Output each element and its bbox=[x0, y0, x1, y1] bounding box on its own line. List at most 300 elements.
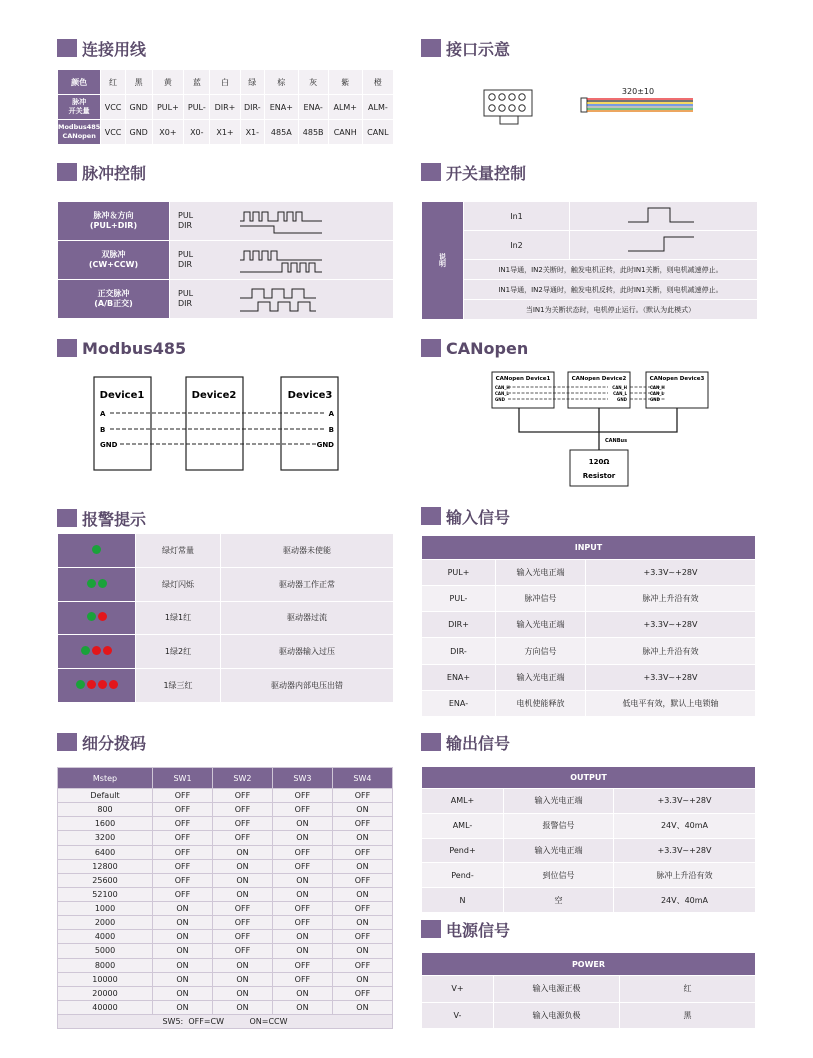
switch-note-row bbox=[422, 300, 758, 320]
subdiv-row bbox=[58, 958, 393, 972]
subdiv-switch-cell: ON bbox=[153, 972, 213, 986]
output-row bbox=[422, 838, 756, 863]
power-pin: V- bbox=[422, 1002, 494, 1029]
subdiv-switch-cell: OFF bbox=[153, 887, 213, 901]
input-header: INPUT bbox=[422, 536, 756, 560]
subdiv-mstep-cell: 800 bbox=[58, 803, 153, 817]
section-title-text: CANopen bbox=[446, 338, 529, 358]
power-table bbox=[421, 952, 756, 1029]
wiring-cell: X0+ bbox=[152, 120, 184, 145]
resistor-value: 120Ω bbox=[588, 458, 610, 466]
wiring-color-cell: 蓝 bbox=[184, 70, 210, 95]
output-function: 到位信号 bbox=[504, 863, 614, 888]
wiring-cell: DIR+ bbox=[210, 95, 240, 120]
wiring-row-modbus bbox=[58, 120, 394, 145]
switch-row-in1 bbox=[422, 202, 758, 231]
section-title-interface bbox=[421, 37, 510, 59]
section-title-pulse bbox=[57, 161, 146, 183]
modbus-signal-label: B bbox=[100, 426, 106, 434]
title-marker-icon bbox=[57, 39, 77, 57]
wiring-color-cell: 绿 bbox=[240, 70, 264, 95]
subdiv-switch-cell: OFF bbox=[212, 916, 272, 930]
switch-side-label bbox=[422, 202, 464, 320]
in1-waveform bbox=[624, 204, 704, 226]
subdiv-switch-cell: OFF bbox=[332, 902, 392, 916]
alarm-led-cell bbox=[58, 601, 136, 635]
input-row bbox=[422, 664, 756, 690]
subdiv-switch-cell: ON bbox=[272, 873, 332, 887]
input-row bbox=[422, 690, 756, 716]
canbus-line bbox=[519, 408, 677, 432]
subdiv-switch-cell: OFF bbox=[272, 916, 332, 930]
connector-icon bbox=[484, 90, 532, 124]
canopen-signal-label: CAN_H bbox=[650, 385, 665, 390]
subdiv-switch-cell: ON bbox=[153, 944, 213, 958]
wiring-header-label: 颜色 bbox=[58, 70, 101, 95]
cw-ccw-waveform bbox=[238, 246, 328, 274]
subdiv-switch-cell: ON bbox=[272, 817, 332, 831]
power-pin: V+ bbox=[422, 976, 494, 1003]
output-row bbox=[422, 813, 756, 838]
subdiv-body bbox=[58, 789, 393, 1015]
subdiv-switch-cell: OFF bbox=[272, 902, 332, 916]
wiring-row-label-line1: Modbus485 bbox=[58, 123, 101, 131]
input-function: 输入光电正端 bbox=[496, 560, 586, 586]
output-spec: 脉冲上升沿有效 bbox=[614, 863, 756, 888]
pulse-signal-cell bbox=[170, 241, 394, 280]
subdiv-mstep-cell: 1600 bbox=[58, 817, 153, 831]
subdiv-mstep-cell: 52100 bbox=[58, 887, 153, 901]
power-row bbox=[422, 976, 756, 1003]
pulse-signal-name: PUL bbox=[178, 250, 194, 259]
canopen-signal-label: GND bbox=[495, 397, 505, 402]
subdiv-header-cell: SW3 bbox=[272, 768, 332, 789]
green-led-icon bbox=[87, 612, 96, 621]
resistor-label: Resistor bbox=[582, 472, 616, 480]
title-marker-icon bbox=[57, 163, 77, 181]
section-title-wiring bbox=[57, 37, 146, 59]
pulse-mode-label bbox=[58, 280, 170, 319]
subdiv-switch-cell: OFF bbox=[212, 789, 272, 803]
alarm-led-cell bbox=[58, 567, 136, 601]
subdiv-switch-cell: ON bbox=[153, 1000, 213, 1014]
pulse-signal-name: PUL bbox=[178, 289, 194, 298]
subdiv-switch-cell: ON bbox=[332, 972, 392, 986]
modbus-signal-label: B bbox=[328, 426, 334, 434]
switch-note: IN1导通，IN2关断时，触发电机正转，此时IN1关断，则电机减速停止。 bbox=[464, 260, 758, 280]
subdiv-switch-cell: OFF bbox=[272, 859, 332, 873]
input-spec: 低电平有效，默认上电锁轴 bbox=[586, 690, 756, 716]
subdiv-row bbox=[58, 817, 393, 831]
power-header: POWER bbox=[422, 953, 756, 976]
wiring-color-cell: 白 bbox=[210, 70, 240, 95]
subdiv-switch-cell: ON bbox=[212, 958, 272, 972]
subdiv-header-cell: SW1 bbox=[153, 768, 213, 789]
subdiv-switch-cell: OFF bbox=[153, 845, 213, 859]
input-spec: +3.3V~+28V bbox=[586, 612, 756, 638]
wiring-color-cell: 橙 bbox=[362, 70, 393, 95]
title-marker-icon bbox=[57, 339, 77, 357]
output-pin: AML+ bbox=[422, 789, 504, 814]
input-pin: PUL- bbox=[422, 586, 496, 612]
alarm-meaning: 驱动器输入过压 bbox=[221, 635, 394, 669]
subdiv-switch-cell: ON bbox=[332, 916, 392, 930]
subdiv-footer-row bbox=[58, 1015, 393, 1029]
subdiv-switch-cell: ON bbox=[272, 887, 332, 901]
subdiv-mstep-cell: 2000 bbox=[58, 916, 153, 930]
section-title-input bbox=[421, 505, 510, 527]
alarm-led-cell bbox=[58, 534, 136, 568]
subdiv-switch-cell: ON bbox=[153, 958, 213, 972]
section-title-text: 输出信号 bbox=[446, 733, 511, 753]
input-pin: ENA+ bbox=[422, 664, 496, 690]
alarm-led-desc: 1绿2红 bbox=[136, 635, 221, 669]
alarm-row bbox=[58, 669, 394, 703]
section-title-text: Modbus485 bbox=[82, 338, 187, 358]
canopen-signal-label: CAN_L bbox=[495, 391, 509, 396]
canopen-signal-label: CAN_L bbox=[650, 391, 664, 396]
subdiv-row bbox=[58, 873, 393, 887]
wiring-row-pulse bbox=[58, 95, 394, 120]
pulse-table bbox=[57, 201, 394, 319]
subdiv-mstep-cell: 8000 bbox=[58, 958, 153, 972]
alarm-row bbox=[58, 534, 394, 568]
title-marker-icon bbox=[421, 39, 441, 57]
wiring-cell: PUL+ bbox=[152, 95, 184, 120]
subdiv-row bbox=[58, 930, 393, 944]
wiring-cell: DIR- bbox=[240, 95, 264, 120]
cable-icon bbox=[581, 98, 693, 112]
title-marker-icon bbox=[57, 733, 77, 751]
subdiv-table bbox=[57, 767, 393, 1029]
pulse-mode-sub: (A/B正交) bbox=[94, 299, 133, 308]
subdiv-switch-cell: OFF bbox=[272, 845, 332, 859]
title-marker-icon bbox=[421, 507, 441, 525]
section-title-text: 脉冲控制 bbox=[82, 163, 147, 183]
red-led-icon bbox=[98, 612, 107, 621]
wiring-cell: X1+ bbox=[210, 120, 240, 145]
modbus-signal-label: A bbox=[100, 410, 106, 418]
input-spec: 脉冲上升沿有效 bbox=[586, 638, 756, 664]
subdiv-row bbox=[58, 887, 393, 901]
section-title-text: 细分拨码 bbox=[82, 733, 147, 753]
subdiv-switch-cell: ON bbox=[153, 916, 213, 930]
switch-in2-waveform-cell bbox=[570, 231, 758, 260]
subdiv-mstep-cell: 25600 bbox=[58, 873, 153, 887]
subdiv-switch-cell: ON bbox=[272, 944, 332, 958]
output-function: 输入光电正端 bbox=[504, 838, 614, 863]
subdiv-mstep-cell: 3200 bbox=[58, 831, 153, 845]
input-row bbox=[422, 560, 756, 586]
wiring-cell: X0- bbox=[184, 120, 210, 145]
title-marker-icon bbox=[421, 920, 441, 938]
input-pin: DIR- bbox=[422, 638, 496, 664]
subdiv-row bbox=[58, 803, 393, 817]
section-title-canopen bbox=[421, 337, 528, 359]
wiring-cell: 485B bbox=[298, 120, 328, 145]
subdiv-switch-cell: OFF bbox=[332, 986, 392, 1000]
subdiv-switch-cell: ON bbox=[272, 831, 332, 845]
modbus-device-label: Device3 bbox=[287, 390, 333, 401]
subdiv-switch-cell: OFF bbox=[272, 789, 332, 803]
subdiv-switch-cell: ON bbox=[153, 930, 213, 944]
canopen-signal-label: GND bbox=[650, 397, 660, 402]
section-title-switch bbox=[421, 161, 526, 183]
subdiv-switch-cell: OFF bbox=[332, 930, 392, 944]
subdiv-switch-cell: OFF bbox=[153, 817, 213, 831]
title-marker-icon bbox=[57, 509, 77, 527]
modbus-signal-label: A bbox=[328, 410, 334, 418]
section-title-subdiv bbox=[57, 731, 146, 753]
subdiv-switch-cell: OFF bbox=[212, 831, 272, 845]
subdiv-footer: SW5: OFF=CW ON=CCW bbox=[58, 1015, 393, 1029]
subdiv-switch-cell: ON bbox=[332, 859, 392, 873]
alarm-led-desc: 1绿三红 bbox=[136, 669, 221, 703]
subdiv-switch-cell: ON bbox=[272, 1000, 332, 1014]
canopen-signal-label: CAN_H bbox=[612, 385, 627, 390]
pulse-mode-label bbox=[58, 202, 170, 241]
subdiv-mstep-cell: 40000 bbox=[58, 1000, 153, 1014]
section-title-text: 输入信号 bbox=[446, 507, 511, 527]
subdiv-switch-cell: OFF bbox=[332, 873, 392, 887]
green-led-icon bbox=[92, 545, 101, 554]
output-spec: 24V、40mA bbox=[614, 813, 756, 838]
subdiv-mstep-cell: 20000 bbox=[58, 986, 153, 1000]
output-header-row bbox=[422, 767, 756, 789]
subdiv-switch-cell: ON bbox=[332, 887, 392, 901]
subdiv-switch-cell: ON bbox=[212, 873, 272, 887]
power-wire-color: 黑 bbox=[620, 1002, 756, 1029]
wiring-row-label bbox=[58, 120, 101, 145]
pulse-signal-name: DIR bbox=[178, 221, 193, 230]
canbus-label: CANBus bbox=[605, 438, 628, 444]
subdiv-switch-cell: OFF bbox=[153, 803, 213, 817]
section-title-text: 报警提示 bbox=[82, 509, 147, 529]
subdiv-row bbox=[58, 972, 393, 986]
in2-waveform bbox=[624, 233, 704, 255]
subdiv-switch-cell: OFF bbox=[332, 958, 392, 972]
pulse-row bbox=[58, 280, 394, 319]
section-title-power bbox=[421, 918, 510, 940]
pulse-signal-name: PUL bbox=[178, 211, 194, 220]
interface-diagram bbox=[478, 84, 698, 130]
switch-table bbox=[421, 201, 758, 320]
subdiv-header-cell: SW4 bbox=[332, 768, 392, 789]
modbus-signal-label: GND bbox=[100, 441, 118, 449]
output-function: 输入光电正端 bbox=[504, 789, 614, 814]
pulse-signal-name: DIR bbox=[178, 260, 193, 269]
output-spec: +3.3V~+28V bbox=[614, 789, 756, 814]
wiring-cell: 485A bbox=[265, 120, 299, 145]
subdiv-switch-cell: ON bbox=[212, 887, 272, 901]
modbus-diagram bbox=[90, 374, 346, 474]
wiring-cell: ALM+ bbox=[328, 95, 362, 120]
input-spec: 脉冲上升沿有效 bbox=[586, 586, 756, 612]
subdiv-switch-cell: ON bbox=[212, 986, 272, 1000]
section-title-text: 连接用线 bbox=[82, 39, 147, 59]
subdiv-mstep-cell: 12800 bbox=[58, 859, 153, 873]
wiring-cell: CANH bbox=[328, 120, 362, 145]
wiring-row-label bbox=[58, 95, 101, 120]
red-led-icon bbox=[92, 646, 101, 655]
red-led-icon bbox=[109, 680, 118, 689]
input-header-row bbox=[422, 536, 756, 560]
pulse-signal-cell bbox=[170, 202, 394, 241]
cable-length-label: 320±10 bbox=[621, 87, 655, 96]
switch-in1-label: In1 bbox=[464, 202, 570, 231]
subdiv-switch-cell: ON bbox=[332, 803, 392, 817]
switch-note-row bbox=[422, 260, 758, 280]
subdiv-switch-cell: OFF bbox=[212, 902, 272, 916]
alarm-led-cell bbox=[58, 669, 136, 703]
wiring-cell: PUL- bbox=[184, 95, 210, 120]
input-row bbox=[422, 586, 756, 612]
subdiv-switch-cell: OFF bbox=[272, 803, 332, 817]
subdiv-switch-cell: OFF bbox=[153, 859, 213, 873]
subdiv-switch-cell: ON bbox=[212, 972, 272, 986]
alarm-meaning: 驱动器工作正常 bbox=[221, 567, 394, 601]
subdiv-mstep-cell: 4000 bbox=[58, 930, 153, 944]
input-spec: +3.3V~+28V bbox=[586, 664, 756, 690]
canopen-signal-label: CAN_L bbox=[613, 391, 627, 396]
power-row bbox=[422, 1002, 756, 1029]
output-row bbox=[422, 789, 756, 814]
power-header-row bbox=[422, 953, 756, 976]
switch-note-row bbox=[422, 280, 758, 300]
wiring-table bbox=[57, 69, 394, 145]
switch-in2-label: In2 bbox=[464, 231, 570, 260]
subdiv-switch-cell: ON bbox=[272, 986, 332, 1000]
pulse-mode-name: 正交脉冲 bbox=[97, 289, 130, 298]
pulse-mode-sub: (CW+CCW) bbox=[88, 260, 139, 269]
wiring-cell: GND bbox=[125, 120, 152, 145]
modbus-device-label: Device1 bbox=[99, 390, 145, 401]
subdiv-row bbox=[58, 1000, 393, 1014]
subdiv-row bbox=[58, 916, 393, 930]
output-spec: 24V、40mA bbox=[614, 888, 756, 913]
wiring-color-cell: 棕 bbox=[265, 70, 299, 95]
canopen-signal-label: CAN_H bbox=[495, 385, 510, 390]
subdiv-header-row bbox=[58, 768, 393, 789]
subdiv-switch-cell: ON bbox=[212, 1000, 272, 1014]
subdiv-row bbox=[58, 845, 393, 859]
wiring-cell: ALM- bbox=[362, 95, 393, 120]
pulse-signal-cell bbox=[170, 280, 394, 319]
alarm-meaning: 驱动器内部电压出错 bbox=[221, 669, 394, 703]
subdiv-header-cell: SW2 bbox=[212, 768, 272, 789]
green-led-icon bbox=[81, 646, 90, 655]
red-led-icon bbox=[87, 680, 96, 689]
input-function: 脉冲信号 bbox=[496, 586, 586, 612]
wiring-cell: X1- bbox=[240, 120, 264, 145]
wiring-color-cell: 黄 bbox=[152, 70, 184, 95]
pulse-row bbox=[58, 241, 394, 280]
subdiv-switch-cell: OFF bbox=[332, 817, 392, 831]
canopen-signal-label: GND bbox=[617, 397, 627, 402]
subdiv-row bbox=[58, 789, 393, 803]
pulse-dir-waveform bbox=[238, 207, 328, 235]
switch-side-label-text: 说明 bbox=[438, 252, 447, 267]
section-title-text: 电源信号 bbox=[446, 920, 511, 940]
subdiv-row bbox=[58, 986, 393, 1000]
wiring-cell: VCC bbox=[101, 120, 125, 145]
subdiv-switch-cell: ON bbox=[212, 845, 272, 859]
output-function: 空 bbox=[504, 888, 614, 913]
section-title-text: 接口示意 bbox=[446, 39, 511, 59]
section-title-alarm bbox=[57, 507, 146, 529]
output-spec: +3.3V~+28V bbox=[614, 838, 756, 863]
subdiv-switch-cell: OFF bbox=[332, 789, 392, 803]
wiring-header-row bbox=[58, 70, 394, 95]
input-pin: PUL+ bbox=[422, 560, 496, 586]
green-led-icon bbox=[76, 680, 85, 689]
section-title-modbus bbox=[57, 337, 186, 359]
subdiv-switch-cell: OFF bbox=[272, 958, 332, 972]
output-pin: N bbox=[422, 888, 504, 913]
power-function: 输入电源负极 bbox=[494, 1002, 620, 1029]
output-table bbox=[421, 766, 756, 913]
wiring-cell: VCC bbox=[101, 95, 125, 120]
pulse-mode-label bbox=[58, 241, 170, 280]
wiring-cell: ENA+ bbox=[265, 95, 299, 120]
switch-row-in2 bbox=[422, 231, 758, 260]
subdiv-mstep-cell: 5000 bbox=[58, 944, 153, 958]
input-function: 电机使能释放 bbox=[496, 690, 586, 716]
input-function: 方向信号 bbox=[496, 638, 586, 664]
red-led-icon bbox=[98, 680, 107, 689]
subdiv-row bbox=[58, 831, 393, 845]
resistor-box bbox=[570, 450, 628, 486]
input-row bbox=[422, 612, 756, 638]
subdiv-switch-cell: ON bbox=[212, 859, 272, 873]
wiring-color-cell: 灰 bbox=[298, 70, 328, 95]
alarm-led-desc: 绿灯常量 bbox=[136, 534, 221, 568]
subdiv-switch-cell: ON bbox=[332, 944, 392, 958]
modbus-signal-label: GND bbox=[316, 441, 334, 449]
canopen-device-label: CANopen Device3 bbox=[649, 376, 705, 382]
pulse-mode-name: 双脉冲 bbox=[101, 250, 126, 259]
input-function: 输入光电正端 bbox=[496, 664, 586, 690]
subdiv-switch-cell: OFF bbox=[212, 803, 272, 817]
output-pin: AML- bbox=[422, 813, 504, 838]
wiring-row-label-line2: CANopen bbox=[62, 132, 96, 140]
alarm-led-cell bbox=[58, 635, 136, 669]
alarm-row bbox=[58, 601, 394, 635]
title-marker-icon bbox=[421, 339, 441, 357]
title-marker-icon bbox=[421, 733, 441, 751]
green-led-icon bbox=[87, 579, 96, 588]
alarm-row bbox=[58, 635, 394, 669]
subdiv-switch-cell: ON bbox=[272, 930, 332, 944]
alarm-meaning: 驱动器未使能 bbox=[221, 534, 394, 568]
subdiv-switch-cell: ON bbox=[332, 1000, 392, 1014]
power-wire-color: 红 bbox=[620, 976, 756, 1003]
input-spec: +3.3V~+28V bbox=[586, 560, 756, 586]
subdiv-switch-cell: ON bbox=[153, 986, 213, 1000]
wiring-row-label-line1: 脉冲 bbox=[72, 98, 87, 106]
red-led-icon bbox=[103, 646, 112, 655]
subdiv-switch-cell: ON bbox=[332, 831, 392, 845]
subdiv-switch-cell: OFF bbox=[272, 972, 332, 986]
ab-quadrature-waveform bbox=[238, 285, 328, 313]
alarm-meaning: 驱动器过流 bbox=[221, 601, 394, 635]
alarm-led-desc: 绿灯闪烁 bbox=[136, 567, 221, 601]
output-pin: Pend- bbox=[422, 863, 504, 888]
wiring-cell: GND bbox=[125, 95, 152, 120]
output-row bbox=[422, 888, 756, 913]
subdiv-mstep-cell: 1000 bbox=[58, 902, 153, 916]
pulse-signal-name: DIR bbox=[178, 299, 193, 308]
